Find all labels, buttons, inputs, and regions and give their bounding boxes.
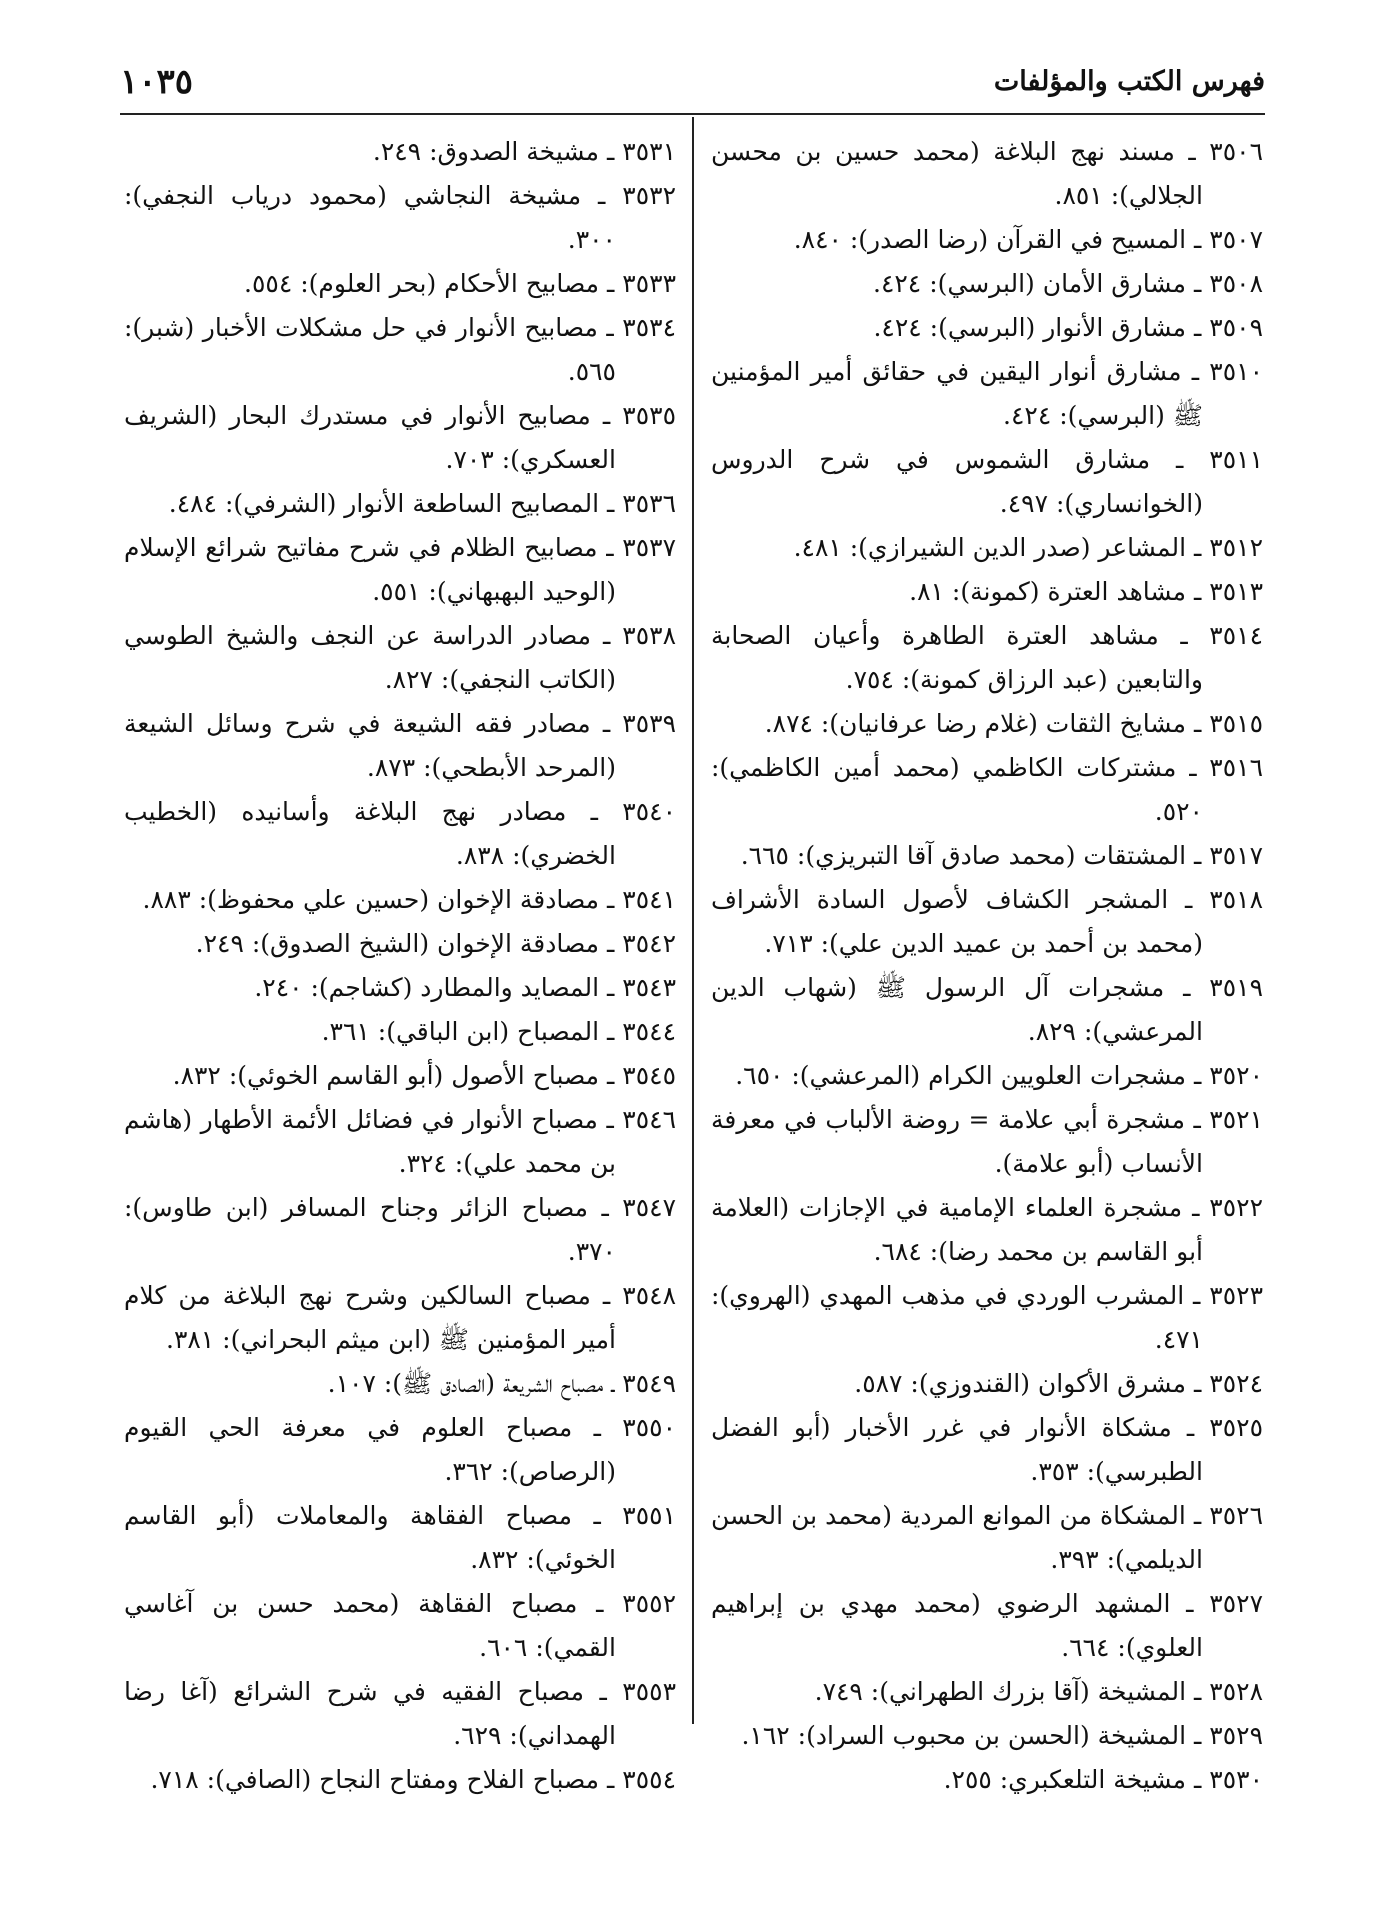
- index-entry: ٣٥١٨ ـ المشجر الكشاف لأصول السادة الأشراف (محمد بن أحمد بن عميد الدين علي): ٧١٣.: [711, 885, 1263, 958]
- index-entry: ٣٥٣٧ ـ مصابيح الظلام في شرح مفاتيح شرائع الإسلام (الوحيد البهبهاني): ٥٥١.: [124, 533, 676, 606]
- index-entry: ٣٥٢٧ ـ المشهد الرضوي (محمد مهدي بن إبراهيم العلوي): ٦٦٤.: [711, 1589, 1263, 1662]
- index-entry: ٣٥٢٠ ـ مشجرات العلويين الكرام (المرعشي): ٦٥٠.: [735, 1061, 1263, 1090]
- index-entry: ٣٥٠٩ ـ مشارق الأنوار (البرسي): ٤٢٤.: [873, 313, 1263, 342]
- index-entry: ٣٥١٦ ـ مشتركات الكاظمي (محمد أمين الكاظمي): ٥٢٠.: [711, 753, 1263, 826]
- index-entry: ٣٥٤٢ ـ مصادقة الإخوان (الشيخ الصدوق): ٢٤٩.: [195, 929, 676, 958]
- index-entry: ٣٥٤٩ ـ مصباح الشريعة (الصادق ﷺ): ١٠٧.: [327, 1369, 676, 1398]
- column-divider: [692, 117, 694, 1724]
- index-entry: ٣٥٠٦ ـ مسند نهج البلاغة (محمد حسين بن محسن الجلالي): ٨٥١.: [711, 137, 1263, 210]
- page-header: [120, 62, 1265, 112]
- index-entry: ٣٥٥٠ ـ مصباح العلوم في معرفة الحي القيوم (الرصاص): ٣٦٢.: [124, 1413, 677, 1486]
- index-entry: ٣٥١٤ ـ مشاهد العترة الطاهرة وأعيان الصحابة والتابعين (عبد الرزاق كمونة): ٧٥٤.: [711, 621, 1263, 694]
- index-entry: ٣٥٠٨ ـ مشارق الأمان (البرسي): ٤٢٤.: [873, 269, 1263, 298]
- right-column: [711, 130, 1263, 1802]
- index-entry: ٣٥٥١ ـ مصباح الفقاهة والمعاملات (أبو القاسم الخوئي): ٨٣٢.: [124, 1501, 676, 1574]
- index-entry: ٣٥٣٥ ـ مصابيح الأنوار في مستدرك البحار (الشريف العسكري): ٧٠٣.: [124, 401, 676, 474]
- index-entry: ٣٥٥٢ ـ مصباح الفقاهة (محمد حسن بن آغاسي القمي): ٦٠٦.: [124, 1589, 676, 1662]
- left-column: [124, 130, 676, 1802]
- index-entry: ٣٥١٩ ـ مشجرات آل الرسول ﷺ (شهاب الدين المرعشي): ٨٢٩.: [711, 973, 1263, 1046]
- index-entry: ٣٥٤١ ـ مصادقة الإخوان (حسين علي محفوظ): ٨٨٣.: [142, 885, 676, 914]
- index-entry: ٣٥٥٣ ـ مصباح الفقيه في شرح الشرائع (آغا رضا الهمداني): ٦٢٩.: [124, 1677, 676, 1750]
- index-entry: ٣٥٤٠ ـ مصادر نهج البلاغة وأسانيده (الخطيب الخضري): ٨٣٨.: [124, 797, 676, 870]
- index-entry: ٣٥١٠ ـ مشارق أنوار اليقين في حقائق أمير المؤمنين ﷺ (البرسي): ٤٢٤.: [711, 357, 1263, 430]
- index-entry: ٣٥٣٩ ـ مصادر فقه الشيعة في شرح وسائل الشيعة (المرحد الأبطحي): ٨٧٣.: [124, 709, 676, 782]
- index-entry: ٣٥٤٨ ـ مصباح السالكين وشرح نهج البلاغة من كلام أمير المؤمنين ﷺ (ابن ميثم البحراني): ٣٨١.: [124, 1281, 676, 1354]
- index-entry: ٣٥١٢ ـ المشاعر (صدر الدين الشيرازي): ٤٨١.: [793, 533, 1263, 562]
- page-number: ١٠٣٥: [120, 62, 194, 102]
- index-entry: ٣٥٢٥ ـ مشكاة الأنوار في غرر الأخبار (أبو الفضل الطبرسي): ٣٥٣.: [711, 1413, 1263, 1486]
- index-entry: ٣٥١٧ ـ المشتقات (محمد صادق آقا التبريزي): ٦٦٥.: [740, 841, 1263, 870]
- index-entry: ٣٥٤٧ ـ مصباح الزائر وجناح المسافر (ابن طاوس): ٣٧٠.: [124, 1193, 676, 1266]
- index-entry: ٣٥٢٦ ـ المشكاة من الموانع المردية (محمد بن الحسن الديلمي): ٣٩٣.: [711, 1501, 1263, 1574]
- index-entry: ٣٥٤٣ ـ المصايد والمطارد (كشاجم): ٢٤٠.: [254, 973, 676, 1002]
- index-entry: ٣٥٤٥ ـ مصباح الأصول (أبو القاسم الخوئي): ٨٣٢.: [172, 1061, 676, 1090]
- index-entry: ٣٥٢٤ ـ مشرق الأكوان (القندوزي): ٥٨٧.: [854, 1369, 1263, 1398]
- index-entry: ٣٥٤٤ ـ المصباح (ابن الباقي): ٣٦١.: [321, 1017, 676, 1046]
- index-entry: ٣٥١٥ ـ مشايخ الثقات (غلام رضا عرفانيان): ٨٧٤.: [764, 709, 1263, 738]
- index-entry: ٣٥٣٤ ـ مصابيح الأنوار في حل مشكلات الأخبار (شبر): ٥٦٥.: [124, 313, 676, 386]
- index-entry: ٣٥٢١ ـ مشجرة أبي علامة = روضة الألباب في معرفة الأنساب (أبو علامة).: [711, 1105, 1263, 1178]
- running-header-title: فهرس الكتب والمؤلفات: [993, 66, 1265, 97]
- index-entry: ٣٥١٣ ـ مشاهد العترة (كمونة): ٨١.: [909, 577, 1263, 606]
- index-entry: ٣٥١١ ـ مشارق الشموس في شرح الدروس (الخوانساري): ٤٩٧.: [711, 445, 1263, 518]
- index-entry: ٣٥٢٨ ـ المشيخة (آقا بزرك الطهراني): ٧٤٩.: [814, 1677, 1263, 1706]
- index-entry: ٣٥٣١ ـ مشيخة الصدوق: ٢٤٩.: [372, 137, 676, 166]
- index-entry: ٣٥٣٣ ـ مصابيح الأحكام (بحر العلوم): ٥٥٤.: [244, 269, 676, 298]
- index-entry: ٣٥٣٢ ـ مشيخة النجاشي (محمود درياب النجفي): ٣٠٠.: [124, 181, 676, 254]
- index-entry: ٣٥٥٤ ـ مصباح الفلاح ومفتاح النجاح (الصافي): ٧١٨.: [150, 1765, 676, 1794]
- index-entry: ٣٥٢٣ ـ المشرب الوردي في مذهب المهدي (الهروي): ٤٧١.: [711, 1281, 1263, 1354]
- index-entry: ٣٥٤٦ ـ مصباح الأنوار في فضائل الأئمة الأطهار (هاشم بن محمد علي): ٣٢٤.: [124, 1105, 676, 1178]
- index-entry: ٣٥٣٨ ـ مصادر الدراسة عن النجف والشيخ الطوسي (الكاتب النجفي): ٨٢٧.: [124, 621, 676, 694]
- header-rule: [120, 113, 1265, 115]
- index-entry: ٣٥٢٢ ـ مشجرة العلماء الإمامية في الإجازات (العلامة أبو القاسم بن محمد رضا): ٦٨٤.: [711, 1193, 1263, 1266]
- index-entry: ٣٥٣٦ ـ المصابيح الساطعة الأنوار (الشرفي): ٤٨٤.: [168, 489, 676, 518]
- index-entry: ٣٥٠٧ ـ المسيح في القرآن (رضا الصدر): ٨٤٠.: [793, 225, 1263, 254]
- index-entry: ٣٥٢٩ ـ المشيخة (الحسن بن محبوب السراد): ١٦٢.: [741, 1721, 1263, 1750]
- index-entry: ٣٥٣٠ ـ مشيخة التلعكبري: ٢٥٥.: [943, 1765, 1263, 1794]
